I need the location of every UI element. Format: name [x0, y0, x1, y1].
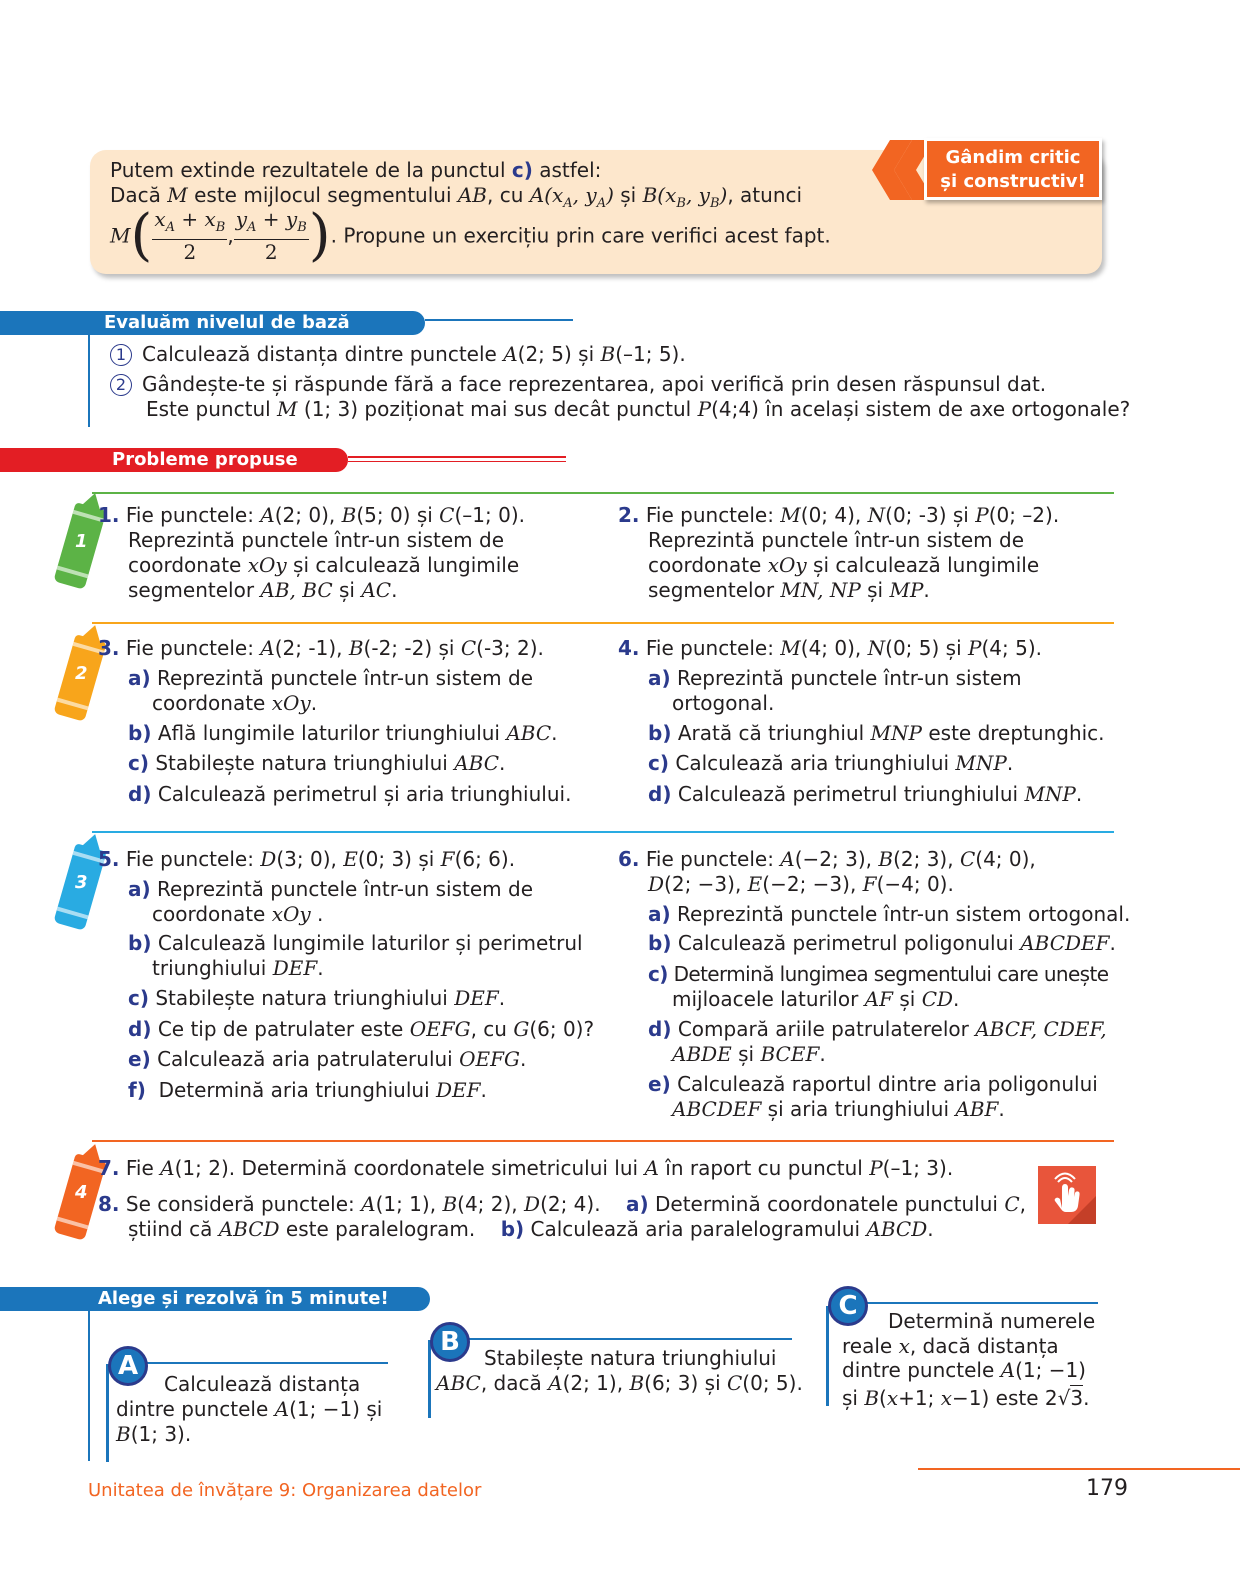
- level-2-separator: [92, 622, 1114, 624]
- problem-3-d: d) Calculează perimetrul și aria triunghiului.: [128, 782, 572, 806]
- problem-6-e: e) Calculează raportul dintre aria poligonului: [648, 1072, 1098, 1096]
- page-number: 179: [1086, 1476, 1128, 1501]
- problem-6-a: a) Reprezintă punctele într-un sistem ortogonal.: [648, 902, 1131, 926]
- choice-b-badge: B: [430, 1322, 470, 1362]
- critic-line-2: Dacă M este mijlocul segmentului AB, cu $A(x_A$, $y_A$) și $B(x_B$, $y_B$), atunci: [110, 183, 803, 211]
- baza-question-2-line-2: Este punctul M (1; 3) poziționat mai sus decât punctul P(4;4) în același sistem de axe ortogonale?: [146, 397, 1131, 421]
- crayon-level-1-icon: 1: [53, 502, 106, 590]
- problem-3-a-line-2: coordonate xOy.: [152, 691, 318, 715]
- problem-4-d: d) Calculează perimetrul triunghiului MNP.: [648, 782, 1083, 806]
- choice-c-line-4: și B(x+1; x−1) este 2√3.: [842, 1386, 1090, 1410]
- footer-line: [918, 1468, 1240, 1470]
- hand-tap-icon: [1038, 1166, 1096, 1224]
- problem-3-b: b) Află lungimile laturilor triunghiului ABC.: [128, 721, 558, 745]
- card-a-rule: [106, 1364, 109, 1462]
- problem-6-e-line-2: ABCDEF și aria triunghiului ABF.: [672, 1097, 1005, 1121]
- choice-b-line-1: Stabilește natura triunghiului: [484, 1346, 777, 1370]
- problem-3-c: c) Stabilește natura triunghiului ABC.: [128, 751, 506, 775]
- baza-question-2: 2 Gândește-te și răspunde fără a face reprezentarea, apoi verifică prin desen răspunsul dat.: [110, 372, 1046, 397]
- crayon-level-4-icon: 4: [53, 1153, 106, 1241]
- choice-c-line-1: Determină numerele: [888, 1309, 1096, 1333]
- critic-line-1: Putem extinde rezultatele de la punctul c) astfel:: [110, 158, 602, 182]
- problem-6-b: b) Calculează perimetrul poligonului ABCDEF.: [648, 931, 1116, 955]
- critical-thinking-badge: [872, 138, 1104, 204]
- baza-question-1: 1 Calculează distanța dintre punctele A(2; 5) și B(–1; 5).: [110, 342, 686, 367]
- crayon-level-2-icon: 2: [53, 634, 106, 722]
- problem-5-b-line-2: triunghiului DEF.: [152, 956, 324, 980]
- problem-4-a-line-2: ortogonal.: [672, 691, 775, 715]
- problem-2: 2. Fie punctele: M(0; 4), N(0; -3) și P(0; –2). Reprezintă punctele într-un sistem de coordonate xOy și calculează lungimile segmentelor MN, NP și MP.: [618, 503, 1060, 602]
- section-header-baza: Evaluăm nivelul de bază: [0, 311, 425, 335]
- section-header-line: [348, 456, 566, 458]
- choice-b-line-2: ABC, dacă A(2; 1), B(6; 3) și C(0; 5).: [436, 1371, 803, 1395]
- card-a-top-line: [128, 1362, 388, 1364]
- problem-6-c-line-2: mijloacele laturilor AF și CD.: [672, 987, 960, 1011]
- level-1-separator: [92, 492, 1114, 494]
- problem-5-e: e) Calculează aria patrulaterului OEFG.: [128, 1047, 527, 1071]
- problem-3: 3. Fie punctele: A(2; -1), B(-2; -2) și C(-3; 2).: [98, 636, 544, 660]
- section-header-line: [425, 319, 573, 321]
- section-header-minute: Alege și rezolvă în 5 minute!: [0, 1287, 430, 1311]
- problem-5-b: b) Calculează lungimile laturilor și perimetrul: [128, 931, 583, 955]
- problem-5-d: d) Ce tip de patrulater este OEFG, cu G(6; 0)?: [128, 1017, 595, 1041]
- problem-8: 8. Se consideră punctele: A(1; 1), B(4; 2), D(2; 4). a) Determină coordonatele punctului C,: [98, 1192, 1027, 1216]
- problem-6-c: c) Determină lungimea segmentului care unește: [648, 962, 1109, 986]
- problem-4-b: b) Arată că triunghiul MNP este dreptunghic.: [648, 721, 1105, 745]
- problem-1: 1. Fie punctele: A(2; 0), B(5; 0) și C(–1; 0). Reprezintă punctele într-un sistem de coordonate xOy și calculează lungimile segmentelor AB, BC și AC.: [98, 503, 525, 602]
- choice-a-line-1: Calculează distanța: [164, 1372, 361, 1396]
- card-b-top-line: [450, 1338, 792, 1340]
- problem-4-a: a) Reprezintă punctele într-un sistem: [648, 666, 1022, 690]
- sqrt-symbol: √: [1057, 1386, 1071, 1410]
- choice-c-line-3: dintre punctele A(1; −1): [842, 1358, 1086, 1382]
- card-c-top-line: [848, 1302, 1098, 1304]
- level-3-separator: [92, 831, 1114, 833]
- problem-4: 4. Fie punctele: M(4; 0), N(0; 5) și P(4; 5).: [618, 636, 1042, 660]
- footer-unit-title: Unitatea de învățare 9: Organizarea datelor: [88, 1480, 482, 1501]
- section-header-line: [348, 461, 566, 462]
- choice-c-badge: C: [828, 1286, 868, 1326]
- choice-c-line-2: reale x, dacă distanța: [842, 1334, 1059, 1358]
- problem-4-c: c) Calculează aria triunghiului MNP.: [648, 751, 1014, 775]
- card-b-rule: [428, 1340, 431, 1418]
- section-header-probleme: Probleme propuse: [0, 448, 348, 472]
- choice-a-badge: A: [108, 1346, 148, 1386]
- level-4-separator: [92, 1140, 1114, 1142]
- problem-5-a: a) Reprezintă punctele într-un sistem de: [128, 877, 534, 901]
- crayon-level-3-icon: 3: [53, 843, 106, 931]
- problem-6: 6. Fie punctele: A(−2; 3), B(2; 3), C(4; 0), D(2; −3), E(−2; −3), F(−4; 0).: [618, 847, 1036, 896]
- problem-6-d-line-2: ABDE și BCEF.: [672, 1042, 826, 1066]
- problem-8-line-2: știind că ABCD este paralelogram. b) Calculează aria paralelogramului ABCD.: [128, 1217, 934, 1241]
- problem-3-a: a) Reprezintă punctele într-un sistem de: [128, 666, 534, 690]
- card-c-rule: [826, 1306, 829, 1406]
- badge-label: Gândim critic și constructiv!: [924, 138, 1102, 200]
- problem-5-c: c) Stabilește natura triunghiului DEF.: [128, 986, 506, 1010]
- choice-a-line-2: dintre punctele A(1; −1) și: [116, 1397, 383, 1421]
- problem-6-d: d) Compară ariile patrulaterelor ABCF, CDEF,: [648, 1017, 1107, 1041]
- problem-5: 5. Fie punctele: D(3; 0), E(0; 3) și F(6; 6).: [98, 847, 516, 871]
- problem-5-f: f) Determină aria triunghiului DEF.: [128, 1078, 487, 1102]
- problem-5-a-line-2: coordonate xOy .: [152, 902, 324, 926]
- section-left-rule: [88, 1311, 90, 1461]
- section-left-rule: [88, 335, 90, 427]
- problem-7: 7. Fie A(1; 2). Determină coordonatele simetricului lui A în raport cu punctul P(–1; 3).: [98, 1156, 954, 1180]
- midpoint-formula: M( $\frac{x_A + x_B}{2}$ , $\frac{y_A + y_B}{2}$ ). Propune un exercițiu prin care verifici acest fapt.: [110, 203, 831, 268]
- choice-a-line-3: B(1; 3).: [116, 1422, 192, 1446]
